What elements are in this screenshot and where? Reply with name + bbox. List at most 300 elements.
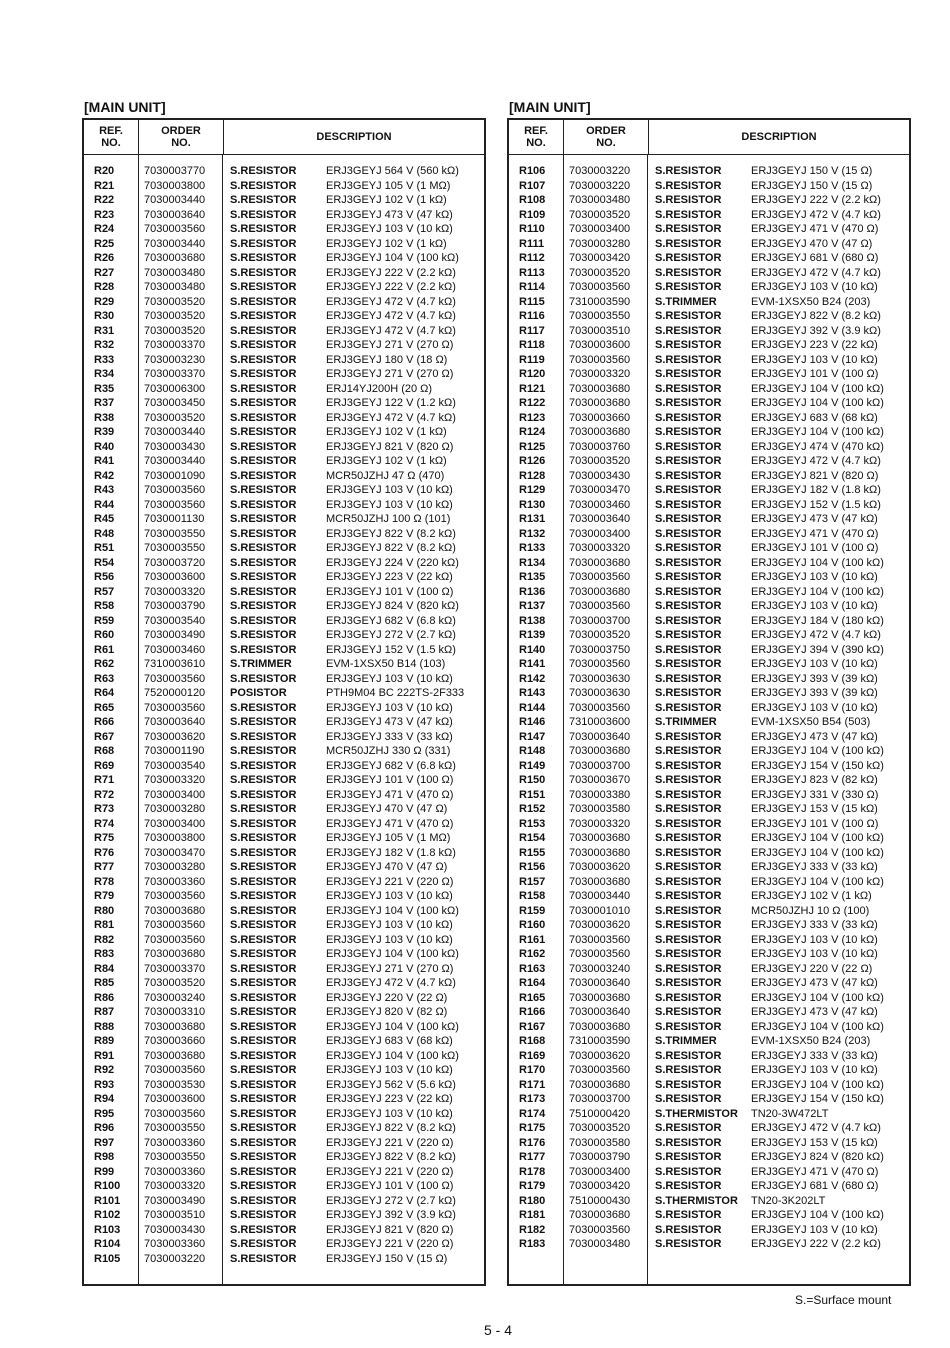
table-body [84, 164, 484, 1266]
surface-mount-footnote: S.=Surface mount [795, 1293, 892, 1307]
order-no-cell: 7030001090 [144, 469, 206, 482]
part-type-cell: S.RESISTOR [655, 861, 722, 873]
ref-no-cell: R131 [519, 513, 546, 525]
table-body [509, 164, 909, 1252]
table-row [509, 1078, 909, 1093]
part-type-cell: S.RESISTOR [655, 1223, 722, 1236]
description-cell: ERJ3GEYJ 220 V (22 Ω) [751, 962, 873, 975]
description-cell: ERJ3GEYJ 104 V (100 kΩ) [326, 948, 459, 960]
description-cell: ERJ3GEYJ 272 V (2.7 kΩ) [326, 1194, 456, 1207]
ref-no-cell: R116 [519, 310, 545, 322]
ref-no-cell: R179 [519, 1180, 546, 1192]
table-row [84, 556, 484, 571]
description-cell: ERJ3GEYJ 333 V (33 kΩ) [751, 1049, 878, 1062]
order-no-cell: 7030003550 [144, 1151, 206, 1163]
table-row [84, 425, 484, 440]
table-row [509, 469, 909, 484]
ref-no-cell: R104 [94, 1238, 121, 1250]
ref-no-cell: R88 [94, 1020, 115, 1033]
part-type-cell: S.TRIMMER [655, 1035, 717, 1047]
description-cell: ERJ3GEYJ 104 V (100 kΩ) [326, 904, 459, 917]
order-no-cell: 7030003680 [569, 585, 631, 598]
order-no-cell: 7030003560 [569, 353, 631, 366]
part-type-cell: S.RESISTOR [230, 527, 297, 540]
table-row [84, 266, 484, 281]
description-cell: ERJ3GEYJ 222 V (2.2 kΩ) [326, 281, 456, 293]
table-row [509, 701, 909, 716]
part-type-cell: S.RESISTOR [230, 208, 297, 221]
ref-no-cell: R140 [519, 643, 546, 656]
ref-no-cell: R33 [94, 353, 115, 366]
description-cell: ERJ3GEYJ 823 V (82 kΩ) [751, 774, 878, 786]
table-row [84, 208, 484, 223]
table-row [509, 614, 909, 629]
order-no-cell: 7030003470 [569, 484, 631, 496]
table-row [84, 1179, 484, 1194]
table-row [84, 715, 484, 730]
ref-no-cell: R117 [519, 324, 545, 337]
order-no-cell: 7030001130 [144, 513, 205, 525]
ref-no-cell: R143 [519, 687, 546, 699]
table-row [509, 280, 909, 295]
table-row [84, 237, 484, 252]
table-row [509, 295, 909, 310]
table-row [509, 715, 909, 730]
description-cell: ERJ3GEYJ 220 V (22 Ω) [326, 991, 448, 1004]
table-row [509, 1092, 909, 1107]
description-cell: ERJ3GEYJ 103 V (10 kΩ) [326, 701, 453, 714]
order-no-cell: 7030003220 [569, 179, 631, 192]
part-type-cell: S.RESISTOR [655, 759, 722, 772]
description-cell: ERJ3GEYJ 103 V (10 kΩ) [326, 223, 453, 235]
order-no-cell: 7030003360 [144, 1238, 206, 1250]
ref-no-header: REF. NO. [84, 120, 139, 154]
table-row [84, 454, 484, 469]
table-row [84, 411, 484, 426]
ref-no-cell: R109 [519, 208, 546, 221]
order-no-cell: 7030003320 [144, 585, 206, 598]
order-no-cell: 7030003400 [569, 223, 631, 235]
ref-no-cell: R73 [94, 803, 115, 815]
part-type-cell: S.RESISTOR [230, 179, 297, 192]
ref-no-cell: R34 [94, 368, 115, 380]
order-no-cell: 7030003560 [569, 658, 631, 670]
part-type-cell: S.RESISTOR [655, 237, 722, 250]
ref-no-cell: R83 [94, 948, 115, 960]
part-type-cell: S.RESISTOR [230, 1107, 297, 1120]
part-type-cell: S.RESISTOR [655, 1020, 722, 1033]
order-no-cell: 7030003620 [569, 861, 631, 873]
ref-no-cell: R37 [94, 397, 115, 409]
description-cell: ERJ3GEYJ 822 V (8.2 kΩ) [326, 527, 456, 540]
table-row [509, 1165, 909, 1180]
table-row [84, 382, 484, 397]
table-row [509, 672, 909, 687]
ref-no-cell: R38 [94, 411, 115, 424]
ref-no-cell: R132 [519, 527, 546, 540]
ref-no-cell: R126 [519, 455, 546, 467]
part-type-cell: S.RESISTOR [230, 933, 297, 946]
ref-no-cell: R27 [94, 266, 115, 279]
part-type-cell: S.RESISTOR [230, 1020, 297, 1033]
part-type-cell: S.RESISTOR [230, 629, 297, 641]
table-row [84, 759, 484, 774]
table-row [509, 1121, 909, 1136]
order-no-cell: 7030003370 [144, 962, 206, 975]
ref-no-cell: R80 [94, 904, 115, 917]
ref-no-cell: R59 [94, 614, 115, 627]
ref-no-cell: R41 [94, 455, 115, 467]
part-type-cell: S.RESISTOR [655, 1209, 722, 1221]
description-cell: ERJ3GEYJ 473 V (47 kΩ) [751, 513, 878, 525]
table-row [509, 860, 909, 875]
table-row [84, 947, 484, 962]
ref-no-cell: R134 [519, 556, 546, 569]
part-type-cell: S.RESISTOR [655, 817, 722, 830]
table-row [84, 1063, 484, 1078]
table-row [84, 1194, 484, 1209]
part-type-cell: S.RESISTOR [230, 1078, 297, 1091]
ref-no-cell: R32 [94, 339, 115, 351]
description-cell: ERJ3GEYJ 474 V (470 kΩ) [751, 440, 884, 453]
table-row [509, 730, 909, 745]
ref-no-cell: R51 [94, 542, 115, 554]
description-cell: ERJ3GEYJ 392 V (3.9 kΩ) [326, 1209, 456, 1221]
ref-no-cell: R45 [94, 513, 115, 525]
ref-no-cell: R111 [519, 237, 545, 250]
description-cell: ERJ3GEYJ 271 V (270 Ω) [326, 962, 454, 975]
table-row [509, 324, 909, 339]
table-row [509, 976, 909, 991]
ref-no-cell: R129 [519, 484, 546, 496]
description-cell: MCR50JZHJ 10 Ω (100) [751, 904, 870, 917]
ref-no-cell: R180 [519, 1194, 546, 1207]
table-row [509, 918, 909, 933]
ref-no-cell: R125 [519, 440, 546, 453]
part-type-cell: S.RESISTOR [655, 730, 722, 743]
order-no-cell: 7030003560 [144, 701, 206, 714]
part-type-cell: S.RESISTOR [655, 1136, 722, 1149]
description-cell: ERJ3GEYJ 473 V (47 kΩ) [326, 208, 453, 221]
part-type-cell: S.RESISTOR [655, 933, 722, 946]
part-type-cell: S.RESISTOR [230, 368, 297, 380]
ref-no-cell: R157 [519, 875, 546, 888]
ref-no-cell: R92 [94, 1064, 115, 1076]
description-cell: ERJ3GEYJ 470 V (47 Ω) [326, 861, 448, 873]
description-cell: ERJ3GEYJ 104 V (100 kΩ) [751, 556, 884, 569]
order-no-cell: 7030003430 [569, 469, 631, 482]
part-type-cell: S.RESISTOR [655, 629, 722, 641]
description-cell: ERJ3GEYJ 101 V (100 Ω) [326, 1180, 454, 1192]
ref-no-cell: R115 [519, 295, 545, 308]
description-cell: ERJ3GEYJ 471 V (470 Ω) [751, 223, 879, 235]
ref-no-cell: R166 [519, 1006, 546, 1018]
description-cell: ERJ3GEYJ 222 V (2.2 kΩ) [751, 1238, 881, 1250]
ref-no-cell: R35 [94, 382, 115, 395]
description-cell: ERJ3GEYJ 822 V (8.2 kΩ) [326, 1122, 456, 1134]
description-cell: ERJ3GEYJ 103 V (10 kΩ) [751, 571, 878, 583]
table-row [84, 1005, 484, 1020]
table-row [509, 222, 909, 237]
order-no-cell: 7030003360 [144, 1136, 206, 1149]
description-cell: ERJ3GEYJ 272 V (2.7 kΩ) [326, 629, 456, 641]
parts-table [82, 118, 486, 1286]
description-cell: ERJ3GEYJ 150 V (15 Ω) [751, 165, 873, 177]
ref-no-cell: R42 [94, 469, 115, 482]
ref-no-cell: R25 [94, 237, 115, 250]
description-cell: ERJ3GEYJ 101 V (100 Ω) [751, 368, 879, 380]
order-no-cell: 7030003280 [144, 861, 206, 873]
part-type-cell: S.RESISTOR [230, 585, 297, 598]
order-no-cell: 7030003360 [144, 875, 206, 888]
table-row [84, 222, 484, 237]
part-type-cell: S.RESISTOR [655, 223, 722, 235]
ref-no-cell: R58 [94, 600, 115, 612]
description-cell: ERJ3GEYJ 150 V (15 Ω) [751, 179, 873, 192]
table-row [84, 701, 484, 716]
table-row [84, 295, 484, 310]
part-type-cell: S.RESISTOR [655, 962, 722, 975]
ref-no-cell: R40 [94, 440, 115, 453]
description-cell: EVM-1XSX50 B54 (503) [751, 716, 871, 728]
order-no-cell: 7030003520 [569, 266, 631, 279]
part-type-cell: S.RESISTOR [230, 411, 297, 424]
description-cell: ERJ3GEYJ 102 V (1 kΩ) [326, 194, 447, 206]
order-no-cell: 7030003720 [144, 556, 206, 569]
part-type-cell: S.RESISTOR [230, 165, 297, 177]
ref-no-cell: R71 [94, 774, 115, 786]
part-type-cell: S.RESISTOR [655, 1122, 722, 1134]
ref-no-cell: R75 [94, 832, 115, 844]
ref-no-cell: R155 [519, 846, 546, 859]
order-no-cell: 7030003470 [144, 846, 206, 859]
order-no-cell: 7030003440 [144, 237, 206, 250]
part-type-cell: S.RESISTOR [655, 556, 722, 569]
description-cell: ERJ3GEYJ 562 V (5.6 kΩ) [326, 1078, 456, 1091]
ref-no-cell: R93 [94, 1078, 115, 1091]
part-type-cell: S.RESISTOR [230, 991, 297, 1004]
description-cell: ERJ3GEYJ 104 V (100 kΩ) [751, 426, 884, 438]
description-cell: ERJ3GEYJ 184 V (180 kΩ) [751, 614, 884, 627]
order-no-cell: 7030003560 [569, 1064, 631, 1076]
part-type-cell: S.RESISTOR [230, 643, 297, 656]
part-type-cell: S.RESISTOR [655, 585, 722, 598]
description-cell: EVM-1XSX50 B14 (103) [326, 658, 446, 670]
order-no-cell: 7030003680 [569, 875, 631, 888]
table-row [84, 875, 484, 890]
ref-no-cell: R101 [94, 1194, 121, 1207]
description-cell: ERJ3GEYJ 104 V (100 kΩ) [326, 1020, 459, 1033]
order-no-cell: 7030003560 [144, 919, 206, 931]
table-row [84, 512, 484, 527]
order-no-cell: 7030003520 [144, 324, 206, 337]
description-cell: ERJ3GEYJ 103 V (10 kΩ) [326, 672, 453, 685]
table-row [509, 1179, 909, 1194]
order-no-cell: 7030003360 [144, 1165, 206, 1178]
order-no-cell: 7030003560 [569, 600, 631, 612]
order-no-cell: 7030003660 [144, 1035, 206, 1047]
table-header [509, 120, 909, 155]
ref-no-cell: R159 [519, 904, 546, 917]
part-type-cell: S.RESISTOR [230, 977, 297, 989]
description-cell: ERJ3GEYJ 473 V (47 kΩ) [326, 716, 453, 728]
part-type-cell: S.RESISTOR [230, 730, 297, 743]
ref-no-cell: R149 [519, 759, 546, 772]
part-type-cell: S.RESISTOR [655, 1180, 722, 1192]
order-no-cell: 7030003560 [144, 1064, 206, 1076]
ref-no-cell: R63 [94, 672, 115, 685]
part-type-cell: S.RESISTOR [230, 1006, 297, 1018]
part-type-cell: S.RESISTOR [230, 571, 297, 583]
part-type-cell: S.RESISTOR [655, 600, 722, 612]
description-cell: ERJ3GEYJ 104 V (100 kΩ) [326, 1049, 459, 1062]
ref-no-cell: R122 [519, 397, 546, 409]
part-type-cell: S.RESISTOR [230, 803, 297, 815]
order-no-cell: 7030003680 [144, 252, 206, 264]
table-row [84, 1107, 484, 1122]
order-no-cell: 7030003600 [144, 571, 206, 583]
description-cell: ERJ3GEYJ 104 V (100 kΩ) [751, 382, 884, 395]
table-row [84, 802, 484, 817]
description-cell: ERJ3GEYJ 470 V (47 Ω) [326, 803, 448, 815]
order-no-cell: 7030003680 [569, 1209, 631, 1221]
description-cell: ERJ3GEYJ 182 V (1.8 kΩ) [326, 846, 456, 859]
table-row [84, 788, 484, 803]
order-no-cell: 7310003610 [144, 658, 206, 670]
order-no-cell: 7030003620 [569, 1049, 631, 1062]
table-row [509, 454, 909, 469]
table-row [84, 440, 484, 455]
part-type-cell: S.RESISTOR [655, 411, 722, 424]
order-no-cell: 7030003560 [144, 498, 206, 511]
order-no-cell: 7030003760 [569, 440, 631, 453]
ref-no-cell: R22 [94, 194, 115, 206]
description-cell: ERJ3GEYJ 221 V (220 Ω) [326, 1165, 454, 1178]
table-row [509, 425, 909, 440]
table-row [84, 614, 484, 629]
ref-no-cell: R158 [519, 890, 546, 902]
description-cell: ERJ3GEYJ 104 V (100 kΩ) [751, 875, 884, 888]
description-cell: ERJ3GEYJ 104 V (100 kΩ) [751, 1020, 884, 1033]
order-no-cell: 7030003430 [144, 440, 206, 453]
description-cell: ERJ3GEYJ 821 V (820 Ω) [751, 469, 879, 482]
ref-no-cell: R107 [519, 179, 546, 192]
ref-no-cell: R81 [94, 919, 115, 931]
ref-no-cell: R67 [94, 730, 115, 743]
table-row [509, 338, 909, 353]
table-row [84, 338, 484, 353]
table-row [509, 802, 909, 817]
part-type-cell: S.RESISTOR [230, 1064, 297, 1076]
part-type-cell: S.RESISTOR [230, 861, 297, 873]
order-no-cell: 7030003550 [144, 542, 206, 554]
description-cell: ERJ3GEYJ 102 V (1 kΩ) [326, 426, 447, 438]
description-cell: ERJ3GEYJ 154 V (150 kΩ) [751, 759, 884, 772]
order-no-cell: 7030003680 [569, 832, 631, 844]
description-cell: ERJ3GEYJ 221 V (220 Ω) [326, 1136, 454, 1149]
order-no-cell: 7030001190 [144, 745, 205, 757]
ref-no-cell: R168 [519, 1035, 546, 1047]
order-no-cell: 7030003480 [144, 281, 206, 293]
description-cell: ERJ3GEYJ 103 V (10 kΩ) [326, 919, 453, 931]
ref-no-cell: R170 [519, 1064, 546, 1076]
ref-no-cell: R183 [519, 1238, 546, 1250]
part-type-cell: S.RESISTOR [655, 1049, 722, 1062]
table-row [509, 251, 909, 266]
order-no-cell: 7030003480 [569, 194, 631, 206]
order-no-cell: 7030003440 [144, 426, 206, 438]
order-no-cell: 7030003560 [144, 933, 206, 946]
description-cell: ERJ3GEYJ 103 V (10 kΩ) [326, 933, 453, 946]
part-type-cell: S.RESISTOR [230, 904, 297, 917]
part-type-cell: S.RESISTOR [655, 658, 722, 670]
description-cell: ERJ3GEYJ 821 V (820 Ω) [326, 1223, 454, 1236]
table-row [509, 875, 909, 890]
description-cell: ERJ3GEYJ 104 V (100 kΩ) [751, 846, 884, 859]
table-row [509, 744, 909, 759]
order-no-cell: 7030003520 [144, 977, 206, 989]
description-cell: ERJ3GEYJ 681 V (680 Ω) [751, 1180, 879, 1192]
description-cell: ERJ14YJ200H (20 Ω) [326, 382, 433, 395]
description-cell: ERJ3GEYJ 564 V (560 kΩ) [326, 165, 459, 177]
description-cell: ERJ3GEYJ 101 V (100 Ω) [751, 542, 879, 554]
part-type-cell: S.RESISTOR [655, 1064, 722, 1076]
part-type-cell: S.RESISTOR [230, 788, 297, 801]
order-no-cell: 7030003460 [144, 643, 206, 656]
description-cell: ERJ3GEYJ 222 V (2.2 kΩ) [751, 194, 881, 206]
table-row [84, 498, 484, 513]
ref-no-cell: R23 [94, 208, 115, 221]
order-no-cell: 7030003370 [144, 368, 206, 380]
description-cell: ERJ3GEYJ 824 V (820 kΩ) [751, 1151, 884, 1163]
order-no-cell: 7030003680 [569, 991, 631, 1004]
ref-no-cell: R56 [94, 571, 115, 583]
part-type-cell: S.RESISTOR [655, 165, 722, 177]
description-cell: ERJ3GEYJ 822 V (8.2 kΩ) [751, 310, 881, 322]
part-type-cell: S.RESISTOR [655, 919, 722, 931]
order-no-cell: 7030003630 [569, 687, 631, 699]
part-type-cell: S.RESISTOR [655, 440, 722, 453]
part-type-cell: S.RESISTOR [655, 1238, 722, 1250]
order-no-cell: 7030003560 [569, 701, 631, 714]
description-cell: ERJ3GEYJ 182 V (1.8 kΩ) [751, 484, 881, 496]
description-cell: ERJ3GEYJ 331 V (330 Ω) [751, 788, 879, 801]
table-row [509, 1208, 909, 1223]
part-type-cell: S.RESISTOR [230, 672, 297, 685]
description-cell: ERJ3GEYJ 821 V (820 Ω) [326, 440, 454, 453]
part-type-cell: S.THERMISTOR [655, 1194, 738, 1207]
right-parts-panel [507, 96, 911, 1286]
part-type-cell: S.RESISTOR [655, 1151, 722, 1163]
part-type-cell: S.RESISTOR [655, 324, 722, 337]
table-row [509, 889, 909, 904]
description-cell: ERJ3GEYJ 221 V (220 Ω) [326, 875, 454, 888]
part-type-cell: S.RESISTOR [655, 687, 722, 699]
ref-no-cell: R85 [94, 977, 115, 989]
description-cell: ERJ3GEYJ 470 V (47 Ω) [751, 237, 873, 250]
order-no-cell: 7030003490 [144, 629, 206, 641]
description-cell: ERJ3GEYJ 103 V (10 kΩ) [751, 1223, 878, 1236]
table-row [84, 1237, 484, 1252]
ref-no-cell: R84 [94, 962, 115, 975]
part-type-cell: S.RESISTOR [655, 948, 722, 960]
table-row [84, 164, 484, 179]
ref-no-cell: R114 [519, 281, 545, 293]
description-cell: ERJ3GEYJ 333 V (33 kΩ) [751, 919, 878, 931]
description-cell: ERJ3GEYJ 224 V (220 kΩ) [326, 556, 459, 569]
table-row [84, 657, 484, 672]
order-no-cell: 7030003560 [569, 948, 631, 960]
